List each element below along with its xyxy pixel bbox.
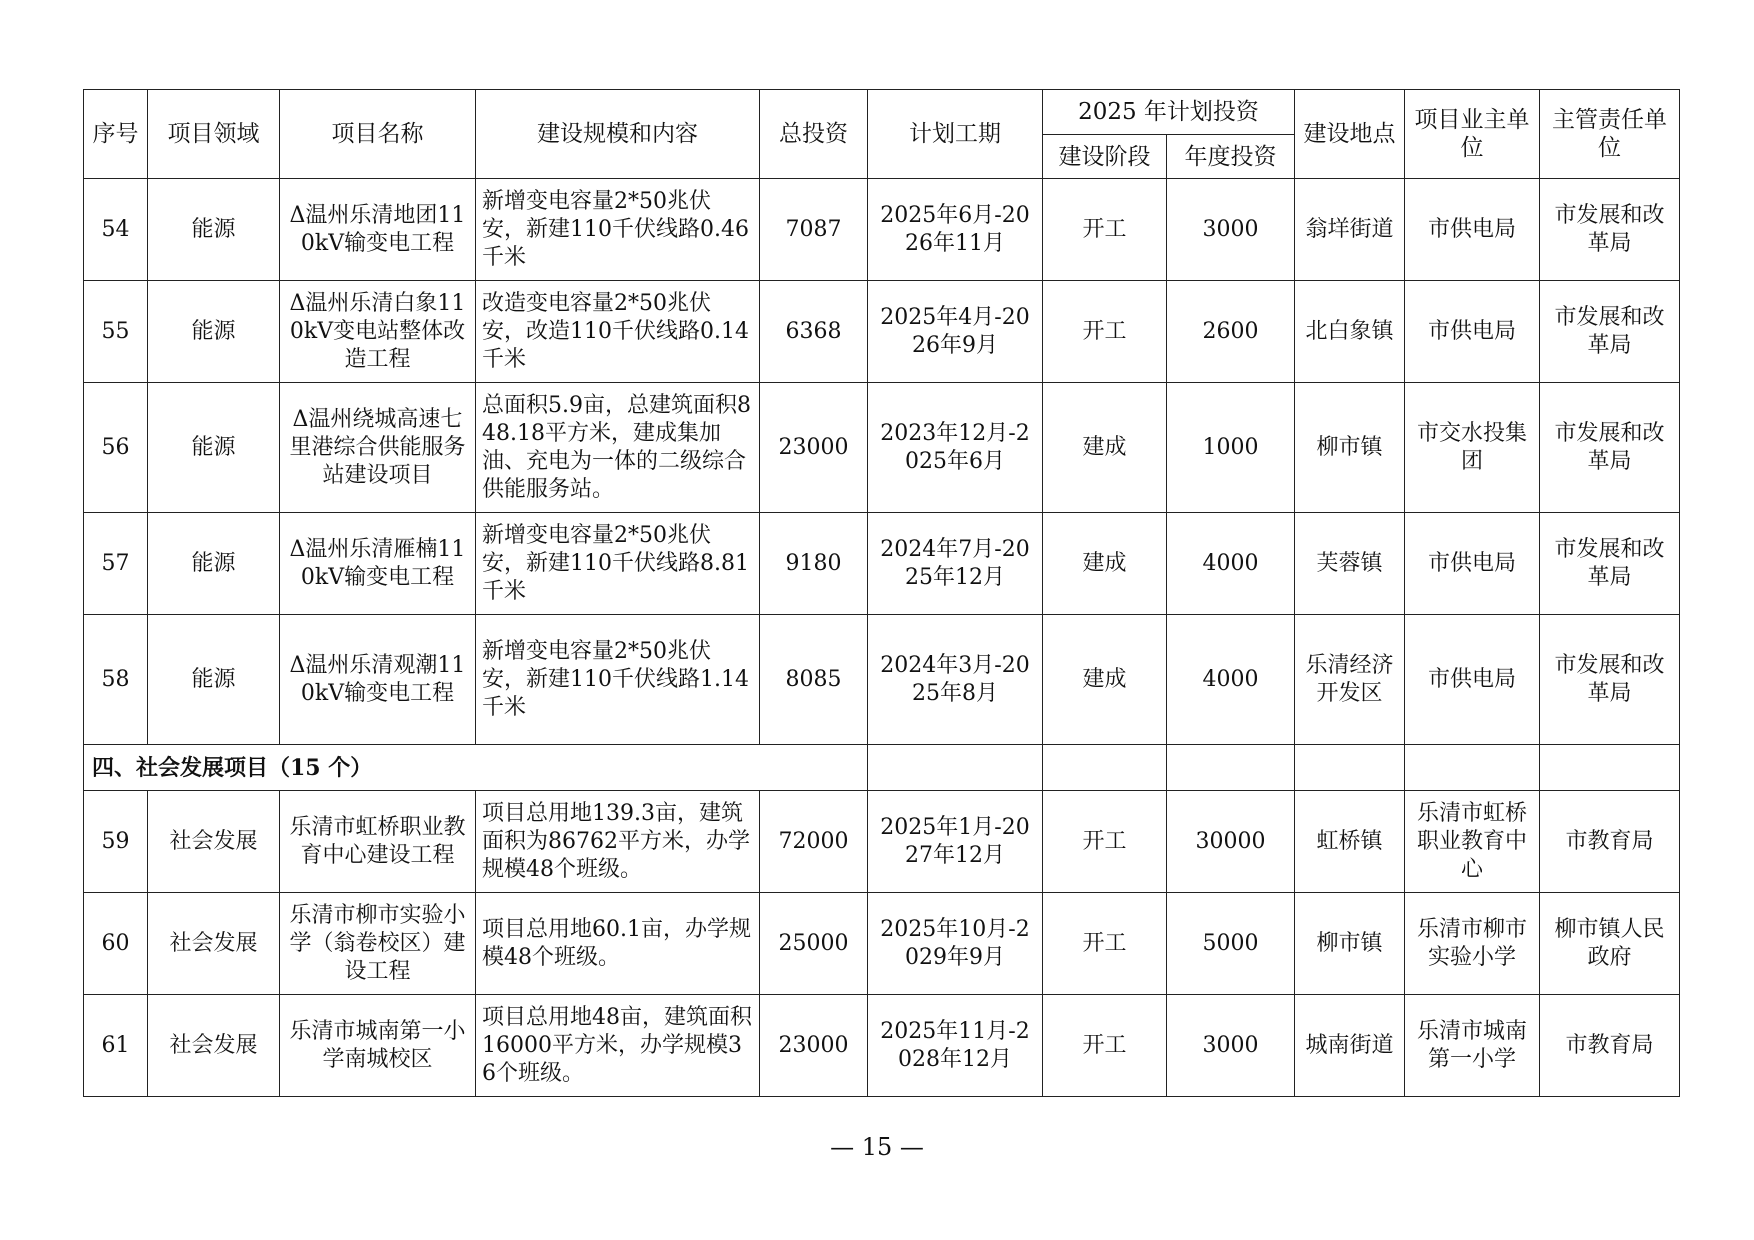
- cell-supervisor: 市发展和改革局: [1540, 383, 1680, 513]
- cell-seq: 54: [84, 179, 148, 281]
- cell-name: 乐清市虹桥职业教育中心建设工程: [280, 791, 476, 893]
- cell-seq: 58: [84, 615, 148, 745]
- empty-cell: [1167, 745, 1295, 791]
- cell-period: 2024年3月-2025年8月: [868, 615, 1043, 745]
- cell-period: 2025年4月-2026年9月: [868, 281, 1043, 383]
- table-row: [84, 513, 1680, 615]
- cell-supervisor: 市发展和改革局: [1540, 179, 1680, 281]
- section-title: 四、社会发展项目（15 个）: [84, 745, 868, 791]
- header-period: 计划工期: [868, 90, 1043, 179]
- page-number: — 15 —: [830, 1133, 924, 1161]
- cell-period: 2025年6月-2026年11月: [868, 179, 1043, 281]
- cell-total: 23000: [760, 995, 868, 1097]
- cell-supervisor: 市发展和改革局: [1540, 513, 1680, 615]
- cell-supervisor: 市发展和改革局: [1540, 281, 1680, 383]
- cell-name: Δ温州乐清白象110kV变电站整体改造工程: [280, 281, 476, 383]
- table-row: [84, 383, 1680, 513]
- cell-name: 乐清市柳市实验小学（翁卷校区）建设工程: [280, 893, 476, 995]
- cell-period: 2023年12月-2025年6月: [868, 383, 1043, 513]
- cell-name: Δ温州乐清地团110kV输变电工程: [280, 179, 476, 281]
- cell-scope: 项目总用地139.3亩，建筑面积为86762平方米，办学规模48个班级。: [476, 791, 760, 893]
- cell-location: 虹桥镇: [1295, 791, 1405, 893]
- cell-stage: 开工: [1043, 179, 1167, 281]
- cell-stage: 开工: [1043, 791, 1167, 893]
- empty-cell: [1295, 745, 1405, 791]
- cell-annual: 2600: [1167, 281, 1295, 383]
- cell-period: 2025年10月-2029年9月: [868, 893, 1043, 995]
- cell-owner: 市供电局: [1405, 179, 1540, 281]
- table-header: [84, 90, 1680, 179]
- cell-annual: 30000: [1167, 791, 1295, 893]
- cell-annual: 1000: [1167, 383, 1295, 513]
- cell-name: Δ温州乐清雁楠110kV输变电工程: [280, 513, 476, 615]
- cell-seq: 60: [84, 893, 148, 995]
- cell-stage: 开工: [1043, 281, 1167, 383]
- project-table: [83, 89, 1680, 1097]
- cell-period: 2024年7月-2025年12月: [868, 513, 1043, 615]
- cell-total: 8085: [760, 615, 868, 745]
- cell-domain: 能源: [148, 513, 280, 615]
- cell-scope: 新增变电容量2*50兆伏安，新建110千伏线路0.46千米: [476, 179, 760, 281]
- cell-stage: 开工: [1043, 995, 1167, 1097]
- cell-total: 23000: [760, 383, 868, 513]
- cell-scope: 新增变电容量2*50兆伏安，新建110千伏线路1.14千米: [476, 615, 760, 745]
- table-row: [84, 179, 1680, 281]
- cell-annual: 4000: [1167, 615, 1295, 745]
- cell-owner: 市供电局: [1405, 281, 1540, 383]
- cell-total: 6368: [760, 281, 868, 383]
- cell-total: 7087: [760, 179, 868, 281]
- cell-stage: 建成: [1043, 615, 1167, 745]
- cell-location: 北白象镇: [1295, 281, 1405, 383]
- header-supervisor: 主管责任单位: [1540, 90, 1680, 179]
- cell-location: 柳市镇: [1295, 383, 1405, 513]
- header-location: 建设地点: [1295, 90, 1405, 179]
- cell-stage: 开工: [1043, 893, 1167, 995]
- cell-stage: 建成: [1043, 513, 1167, 615]
- cell-name: Δ温州乐清观潮110kV输变电工程: [280, 615, 476, 745]
- cell-owner: 乐清市柳市实验小学: [1405, 893, 1540, 995]
- cell-total: 9180: [760, 513, 868, 615]
- table-row: [84, 791, 1680, 893]
- header-plan-group: 2025 年计划投资: [1043, 90, 1295, 135]
- cell-owner: 乐清市城南第一小学: [1405, 995, 1540, 1097]
- cell-supervisor: 市发展和改革局: [1540, 615, 1680, 745]
- cell-seq: 59: [84, 791, 148, 893]
- cell-scope: 新增变电容量2*50兆伏安，新建110千伏线路8.81千米: [476, 513, 760, 615]
- table-row: [84, 995, 1680, 1097]
- table-row: [84, 615, 1680, 745]
- cell-location: 乐清经济开发区: [1295, 615, 1405, 745]
- header-domain: 项目领域: [148, 90, 280, 179]
- header-seq: 序号: [84, 90, 148, 179]
- cell-annual: 3000: [1167, 179, 1295, 281]
- empty-cell: [1405, 745, 1540, 791]
- cell-domain: 能源: [148, 383, 280, 513]
- cell-period: 2025年11月-2028年12月: [868, 995, 1043, 1097]
- empty-cell: [1043, 745, 1167, 791]
- table-row: [84, 893, 1680, 995]
- cell-scope: 项目总用地48亩，建筑面积16000平方米，办学规模36个班级。: [476, 995, 760, 1097]
- cell-scope: 项目总用地60.1亩，办学规模48个班级。: [476, 893, 760, 995]
- cell-domain: 能源: [148, 615, 280, 745]
- cell-location: 城南街道: [1295, 995, 1405, 1097]
- cell-scope: 改造变电容量2*50兆伏安，改造110千伏线路0.14千米: [476, 281, 760, 383]
- cell-domain: 社会发展: [148, 995, 280, 1097]
- cell-stage: 建成: [1043, 383, 1167, 513]
- cell-seq: 55: [84, 281, 148, 383]
- cell-total: 25000: [760, 893, 868, 995]
- cell-domain: 社会发展: [148, 791, 280, 893]
- cell-seq: 56: [84, 383, 148, 513]
- cell-owner: 市供电局: [1405, 615, 1540, 745]
- section-row: [84, 745, 1680, 791]
- cell-annual: 3000: [1167, 995, 1295, 1097]
- cell-owner: 市供电局: [1405, 513, 1540, 615]
- cell-location: 柳市镇: [1295, 893, 1405, 995]
- cell-domain: 能源: [148, 281, 280, 383]
- table-row: [84, 281, 1680, 383]
- header-name: 项目名称: [280, 90, 476, 179]
- header-total: 总投资: [760, 90, 868, 179]
- header-stage: 建设阶段: [1043, 135, 1167, 179]
- cell-supervisor: 市教育局: [1540, 791, 1680, 893]
- cell-location: 翁垟街道: [1295, 179, 1405, 281]
- cell-supervisor: 柳市镇人民政府: [1540, 893, 1680, 995]
- cell-owner: 市交水投集团: [1405, 383, 1540, 513]
- cell-total: 72000: [760, 791, 868, 893]
- header-scope: 建设规模和内容: [476, 90, 760, 179]
- cell-annual: 5000: [1167, 893, 1295, 995]
- cell-supervisor: 市教育局: [1540, 995, 1680, 1097]
- cell-domain: 社会发展: [148, 893, 280, 995]
- empty-cell: [868, 745, 1043, 791]
- cell-seq: 57: [84, 513, 148, 615]
- header-owner: 项目业主单位: [1405, 90, 1540, 179]
- header-annual: 年度投资: [1167, 135, 1295, 179]
- cell-annual: 4000: [1167, 513, 1295, 615]
- cell-seq: 61: [84, 995, 148, 1097]
- empty-cell: [1540, 745, 1680, 791]
- cell-domain: 能源: [148, 179, 280, 281]
- table-body: [84, 179, 1680, 1097]
- cell-owner: 乐清市虹桥职业教育中心: [1405, 791, 1540, 893]
- cell-name: Δ温州绕城高速七里港综合供能服务站建设项目: [280, 383, 476, 513]
- cell-location: 芙蓉镇: [1295, 513, 1405, 615]
- cell-period: 2025年1月-2027年12月: [868, 791, 1043, 893]
- cell-scope: 总面积5.9亩，总建筑面积848.18平方米，建成集加油、充电为一体的二级综合供能服务站。: [476, 383, 760, 513]
- cell-name: 乐清市城南第一小学南城校区: [280, 995, 476, 1097]
